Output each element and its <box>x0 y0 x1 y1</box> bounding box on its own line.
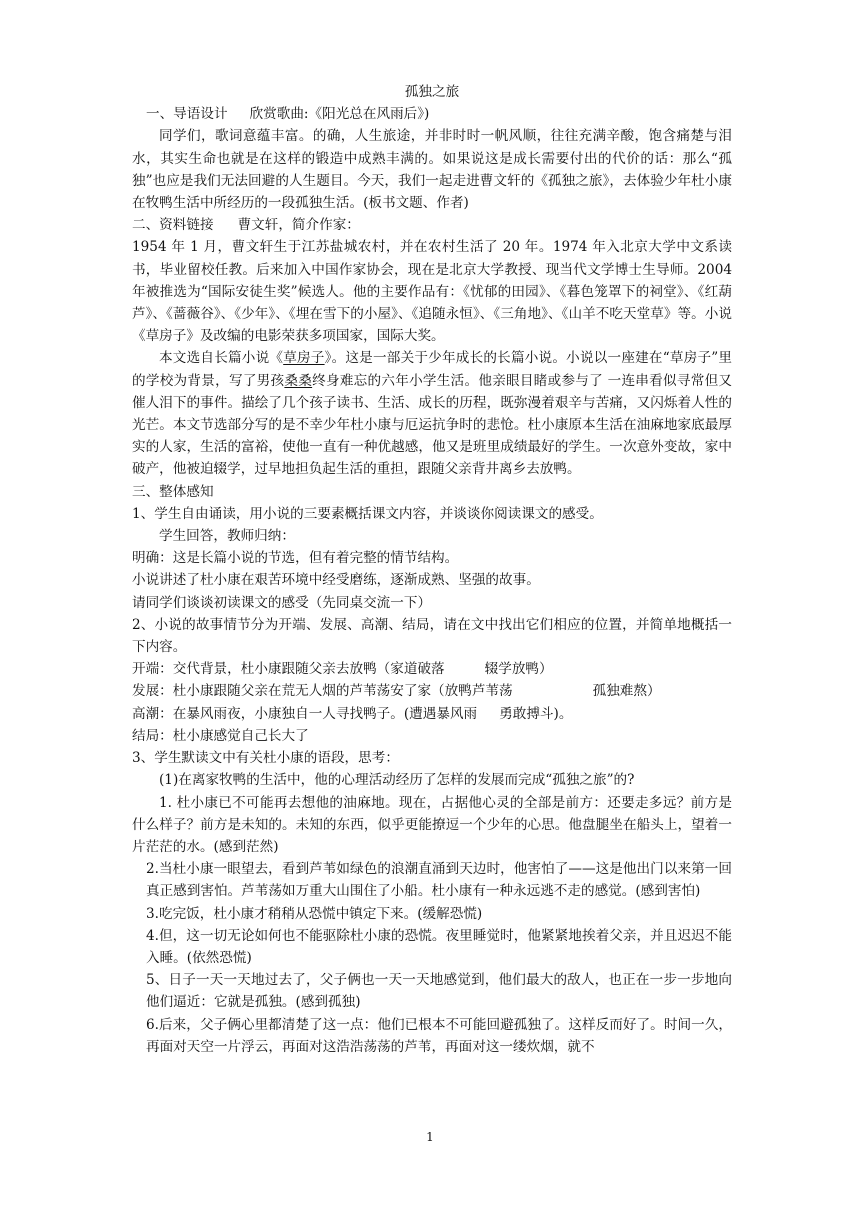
plot-opening <box>132 658 732 680</box>
question-1: 1、学生自由诵读，用小说的三要素概括课文内容，并谈谈你阅读课文的感受。 <box>132 505 603 522</box>
section3-heading: 三、整体感知 <box>132 483 214 500</box>
plot-climax <box>132 703 732 725</box>
share-prompt: 请同学们谈谈初读课文的感受（先同桌交流一下） <box>132 594 432 611</box>
section1-heading: 一、导语设计 <box>146 106 228 123</box>
book-title: 草房子 <box>283 350 325 367</box>
plot-development-b: 孤独难熬） <box>592 683 661 700</box>
reading-item-2: 2.当杜小康一眼望去，看到芦苇如绿色的浪潮直涌到天边时，他害怕了——这是他出门以来第一回真正感到害怕。芦苇荡如万重大山围住了小船。杜小康有一种永远逃不走的感觉。(感到害怕) <box>146 861 732 900</box>
plot-ending: 结局：杜小康感觉自己长大了 <box>132 727 309 744</box>
question-3-sub: (1)在离家牧鸭的生活中，他的心理活动经历了怎样的发展而完成“孤独之旅”的? <box>159 772 635 789</box>
reading-item-6: 6.后来，父子俩心里都清楚了这一点：他们已根本不可能回避孤独了。这样反而好了。时间一久，再面对天空一片浮云，再面对这浩浩荡荡的芦苇，再面对这一缕炊烟，就不 <box>146 1016 732 1055</box>
source-text-a: 本文选自长篇小说《 <box>159 350 284 367</box>
author-bio: 1954 年 1 月，曹文轩生于江苏盐城农村，并在农村生活了 20 年。1974 年入北京大学中文系读书，毕业留校任教。后来加入中国作家协会，现在是北京大学教授、现当代文学博士生导师。2004 年被推选为“国际安徒生奖”候选人。他的主要作品有：《忧郁的田园》、《暮色笼罩下的祠堂》、《红葫芦》、《蔷薇谷》、《少年》、《埋在雪下的小屋》、《追随永恒》、《三角地》、《山羊不吃天堂草》等。小说《草房子》及改编的电影荣获多项国家，国际大奖。 <box>132 239 732 345</box>
plot-development-a: 发展：杜小康跟随父亲在荒无人烟的芦苇荡安了家（放鸭芦苇荡 <box>132 683 513 700</box>
document-body <box>132 81 732 1058</box>
plot-opening-a: 开端：交代背景，杜小康跟随父亲去放鸭（家道破落 <box>132 661 445 678</box>
plot-climax-a: 高潮：在暴风雨夜，小康独自一人寻找鸭子。(遭遇暴风雨 <box>132 705 478 722</box>
plot-development <box>132 680 732 702</box>
source-text-b: 》。这是一部关于少年成长的长篇小说。小说以一座建在“草房子”里的学校为背景，写了男孩 <box>132 350 733 389</box>
question-1-reply: 学生回答，教师归纳： <box>159 528 295 545</box>
reading-item-1: 1. 杜小康已不可能再去想他的油麻地。现在，占据他心灵的全部是前方：还要走多远？前方是什么样子？前方是未知的。未知的东西，似乎更能撩逗一个少年的心思。他盘腿坐在船头上，望着一片茫茫的水。(感到茫然) <box>132 794 732 855</box>
page-number: 1 <box>426 1130 434 1144</box>
source-text-c: 终身难忘的六年小学生活。他亲眼目睹或参与了 一连串看似寻常但又催人泪下的事件。描绘了几个孩子读书、生活、成长的历程，既弥漫着艰辛与苦痛，又闪烁着人性的光芒。本文节选部分写的是不幸少年杜小康与厄运抗争时的悲怆。杜小康原本生活在油麻地家底最厚实的人家，生活的富裕，使他一直有一种优越感，他又是班里成绩最好的学生。一次意外变故，家中破产，他被迫辍学，过早地担负起生活的重担，跟随父亲背井离乡去放鸭。 <box>132 372 733 478</box>
plot-climax-b: 勇敢搏斗)。 <box>499 705 573 722</box>
question-3: 3、学生默读文中有关杜小康的语段，思考： <box>132 750 399 767</box>
character-name: 桑桑 <box>284 372 313 389</box>
section2-heading: 二、资料链接 <box>132 217 214 234</box>
section1-paragraph: 同学们，歌词意蕴丰富。的确，人生旅途，并非时时一帆风顺，往往充满辛酸，饱含痛楚与泪水，其实生命也就是在这样的锻造中成熟丰满的。如果说这是成长需要付出的代价的话：那么“孤独”也应是我们无法回避的人生题目。今天，我们一起走进曹文轩的《孤独之旅》，去体验少年杜小康在牧鸭生活中所经历的一段孤独生活。(板书文题、作者) <box>132 128 732 212</box>
reading-item-5: 5、日子一天一天地过去了，父子俩也一天一天地感觉到，他们最大的敌人，也正在一步一步地向他们逼近：它就是孤独。(感到孤独) <box>146 972 732 1011</box>
source-paragraph <box>132 347 732 480</box>
reading-item-3: 3.吃完饭，杜小康才稍稍从恐慌中镇定下来。(缓解恐慌) <box>146 905 483 922</box>
reading-item-4: 4.但，这一切无论如何也不能驱除杜小康的恐慌。夜里睡觉时，他紧紧地挨着父亲，并且迟迟不能入睡。(依然恐慌) <box>146 927 732 966</box>
section1-heading-line <box>132 103 732 125</box>
clarify-line: 明确：这是长篇小说的节选，但有着完整的情节结构。 <box>132 550 459 567</box>
plot-opening-b: 辍学放鸭） <box>484 661 553 678</box>
document-title: 孤独之旅 <box>404 84 460 100</box>
section2-heading-line <box>132 214 732 236</box>
section1-heading-note: 欣赏歌曲:《阳光总在风雨后》) <box>249 106 430 123</box>
story-summary: 小说讲述了杜小康在艰苦环境中经受磨练，逐渐成熟、坚强的故事。 <box>132 572 540 589</box>
section2-heading-note: 曹文轩，简介作家： <box>237 217 360 234</box>
question-2: 2、小说的故事情节分为开端、发展、高潮、结局，请在文中找出它们相应的位置，并简单地概括一下内容。 <box>132 616 732 656</box>
